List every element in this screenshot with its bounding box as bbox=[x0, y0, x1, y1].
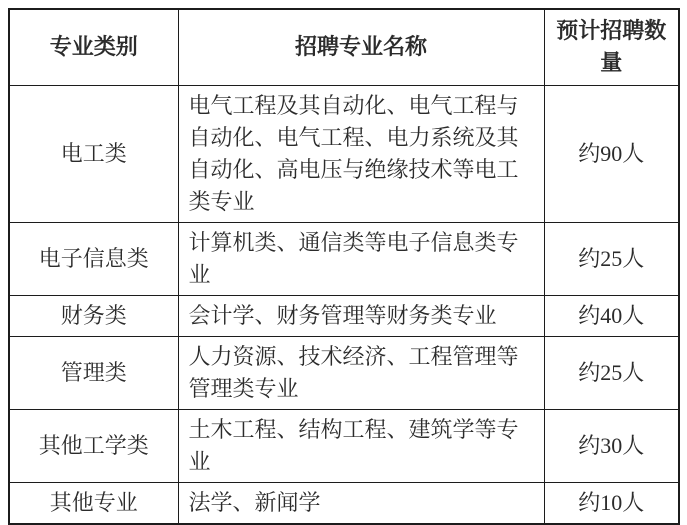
majors-cell: 计算机类、通信类等电子信息类专业 bbox=[178, 222, 544, 295]
table-row bbox=[9, 222, 679, 295]
category-cell: 管理类 bbox=[9, 336, 178, 409]
table-row bbox=[9, 336, 679, 409]
count-cell: 约30人 bbox=[544, 409, 679, 482]
majors-cell: 法学、新闻学 bbox=[178, 482, 544, 524]
table-row bbox=[9, 409, 679, 482]
category-cell: 财务类 bbox=[9, 295, 178, 336]
majors-cell: 人力资源、技术经济、工程管理等管理类专业 bbox=[178, 336, 544, 409]
recruitment-table-container bbox=[8, 8, 680, 525]
category-cell: 电子信息类 bbox=[9, 222, 178, 295]
table-header-row bbox=[9, 9, 679, 85]
count-cell: 约40人 bbox=[544, 295, 679, 336]
header-category: 专业类别 bbox=[9, 9, 178, 85]
majors-cell: 土木工程、结构工程、建筑学等专业 bbox=[178, 409, 544, 482]
recruitment-table bbox=[8, 8, 680, 525]
majors-cell: 电气工程及其自动化、电气工程与自动化、电气工程、电力系统及其自动化、高电压与绝缘技术等电工类专业 bbox=[178, 85, 544, 222]
table-row bbox=[9, 295, 679, 336]
category-cell: 电工类 bbox=[9, 85, 178, 222]
count-cell: 约10人 bbox=[544, 482, 679, 524]
count-cell: 约25人 bbox=[544, 222, 679, 295]
count-cell: 约25人 bbox=[544, 336, 679, 409]
table-row bbox=[9, 85, 679, 222]
count-cell: 约90人 bbox=[544, 85, 679, 222]
category-cell: 其他工学类 bbox=[9, 409, 178, 482]
header-expected-count: 预计招聘数量 bbox=[544, 9, 679, 85]
table-row bbox=[9, 482, 679, 524]
header-major-names: 招聘专业名称 bbox=[178, 9, 544, 85]
majors-cell: 会计学、财务管理等财务类专业 bbox=[178, 295, 544, 336]
category-cell: 其他专业 bbox=[9, 482, 178, 524]
